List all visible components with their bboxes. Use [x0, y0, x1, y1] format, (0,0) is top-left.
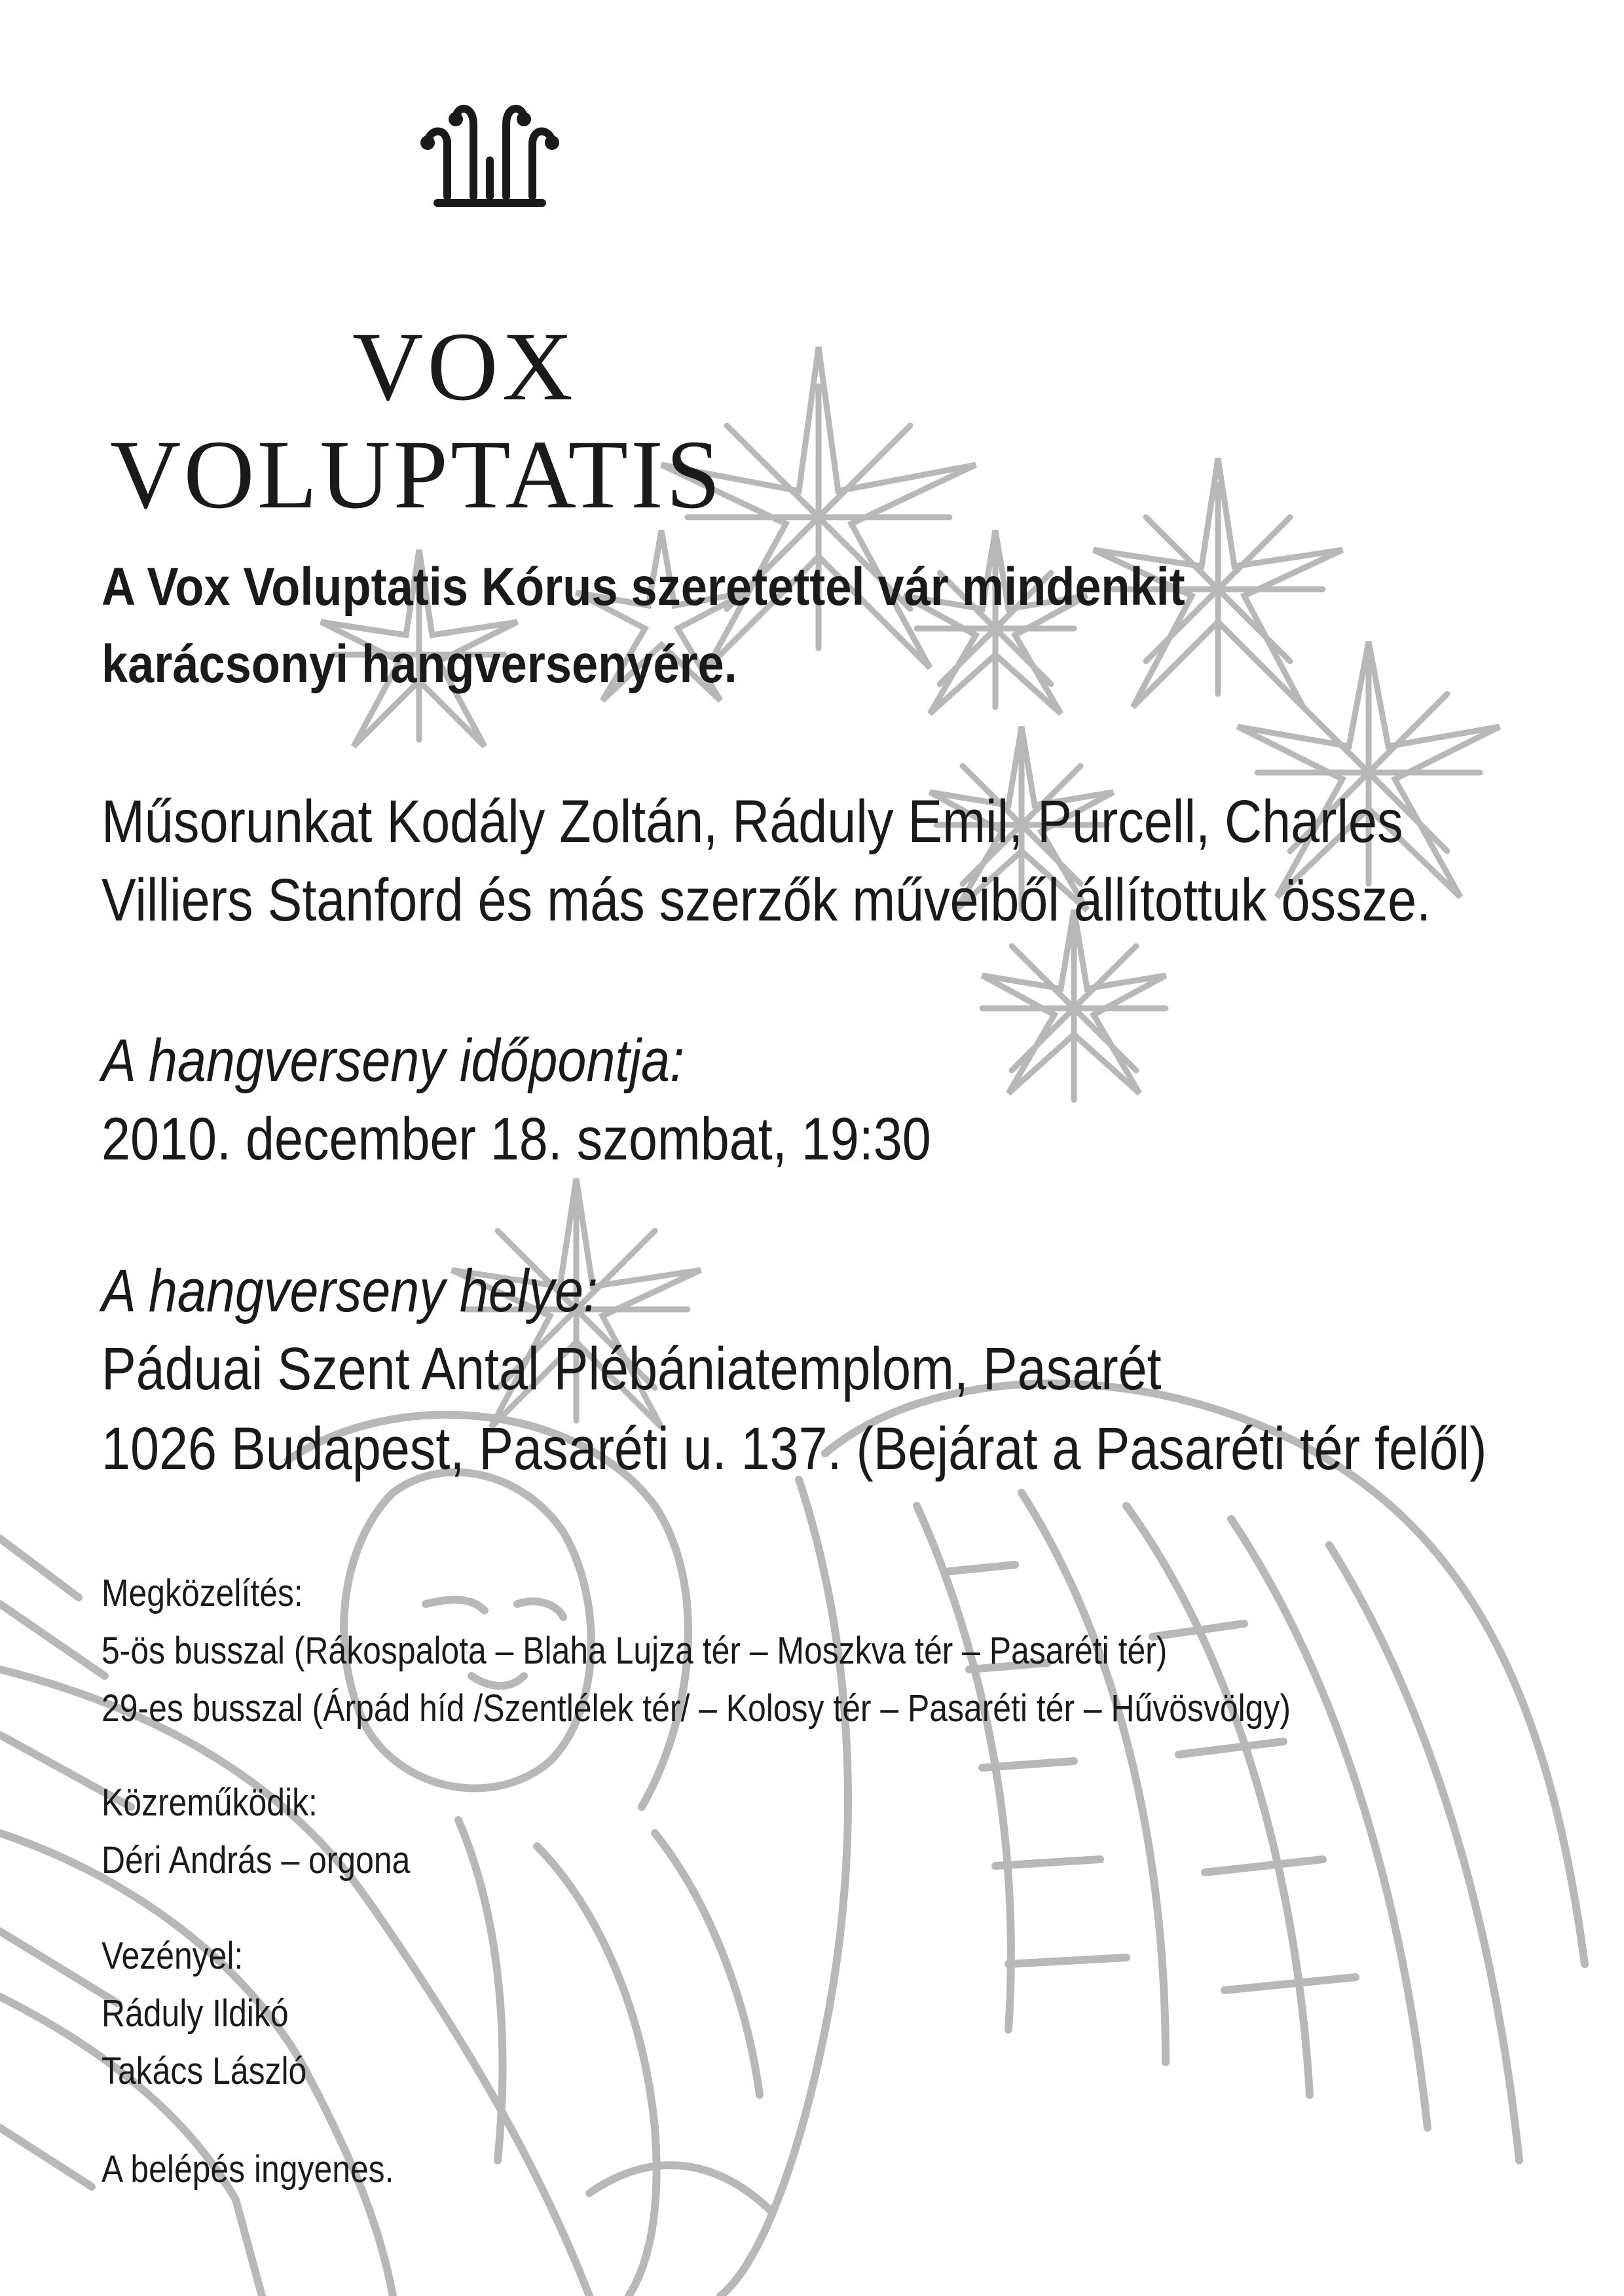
contributor-name: Déri András – orgona [101, 1839, 411, 1882]
conductor-name: Takács László [101, 2050, 307, 2092]
place-label: A hangverseny helye: [101, 1258, 598, 1324]
conductors-heading: Vezényel: [101, 1935, 244, 1977]
program-line: Műsorunkat Kodály Zoltán, Ráduly Emil, Purcell, Charles [101, 788, 1403, 855]
program-line: Villiers Stanford és más szerzők műveiből állítottuk össze. [101, 867, 1431, 934]
access-heading: Megközelítés: [101, 1572, 303, 1614]
access-line: 29-es busszal (Árpád híd /Szentlélek tér/ – Kolosy tér – Pasaréti tér – Hűvösvölgy) [101, 1687, 1291, 1730]
conductors-info [101, 1927, 1566, 2100]
intro-line: A Vox Voluptatis Kórus szeretettel vár mindenkit [101, 557, 1185, 617]
choir-logo [110, 98, 870, 529]
access-info [101, 1565, 1566, 1738]
program-text [101, 782, 1566, 939]
logo-line-voluptatis: VOLUPTATIS [110, 420, 724, 529]
time-label: A hangverseny időpontja: [101, 1027, 684, 1094]
place-value [101, 1329, 1566, 1489]
conductor-name: Ráduly Ildikó [101, 1992, 289, 2035]
admission-note: A belépés ingyenes. [101, 2148, 394, 2191]
place-line: 1026 Budapest, Pasaréti u. 137. (Bejárat a Pasaréti tér felől) [101, 1415, 1487, 1482]
place-line: Páduai Szent Antal Plébániatemplom, Pasarét [101, 1336, 1162, 1402]
access-line: 5-ös busszal (Rákospalota – Blaha Lujza tér – Moszkva tér – Pasaréti tér) [101, 1630, 1168, 1672]
intro-text [101, 549, 1542, 703]
intro-line: karácsonyi hangversenyére. [101, 634, 737, 694]
logo-line-vox: VOX [352, 312, 577, 421]
contributor-info [101, 1774, 1566, 1889]
time-value: 2010. december 18. szombat, 19:30 [101, 1106, 931, 1173]
crown-icon [418, 98, 562, 210]
contributor-heading: Közreműködik: [101, 1781, 318, 1824]
